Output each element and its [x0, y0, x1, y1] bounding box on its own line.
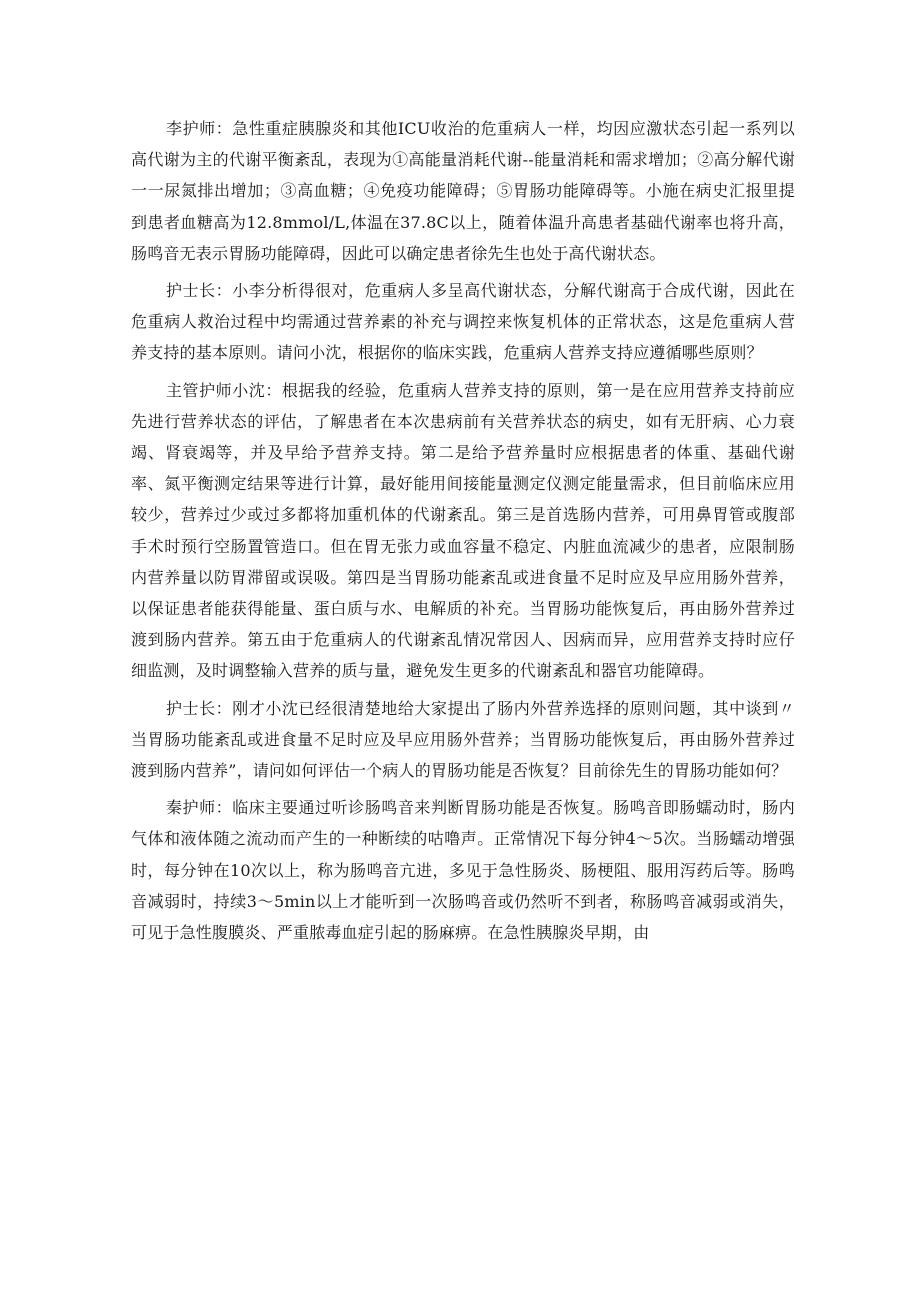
document-body: [131, 113, 795, 954]
paragraph-head-nurse-2: 护士长：刚才小沈已经很清楚地给大家提出了肠内外营养选择的原则问题，其中谈到〃当胃肠功能紊乱或进食量不足时应及早应用肠外营养；当胃肠功能恢复后，再由肠外营养过渡到肠内营养”，请问如何评估一个病人的胃肠功能是否恢复？目前徐先生的胃肠功能如何？: [131, 698, 795, 781]
paragraph-li-nurse: 李护师：急性重症胰腺炎和其他ICU收治的危重病人一样，均因应激状态引起一系列以高代谢为主的代谢平衡紊乱，表现为①高能量消耗代谢--能量消耗和需求增加；②高分解代谢一一尿氮排出增加；③高血糖；④免疫功能障碍；⑤胃肠功能障碍等。小施在病史汇报里提到患者血糖高为12.8mmol∕L,体温在37.8C以上，随着体温升高患者基础代谢率也将升高，肠鸣音无表示胃肠功能障碍，因此可以确定患者徐先生也处于高代谢状态。: [131, 119, 795, 263]
paragraph-supervisor-shen: 主管护师小沈：根据我的经验，危重病人营养支持的原则，第一是在应用营养支持前应先进行营养状态的评估，了解患者在本次患病前有关营养状态的病史，如有无肝病、心力衰竭、肾衰竭等，并及早给予营养支持。第二是给予营养量时应根据患者的体重、基础代谢率、氮平衡测定结果等进行计算，最好能用间接能量测定仪测定能量需求，但目前临床应用较少，营养过少或过多都将加重机体的代谢紊乱。第三是首选肠内营养，可用鼻胃管或腹部手术时预行空肠置管造口。但在胃无张力或血容量不稳定、内脏血流减少的患者，应限制肠内营养量以防胃滞留或误吸。第四是当胃肠功能紊乱或进食量不足时应及早应用肠外营养，以保证患者能获得能量、蛋白质与水、电解质的补充。当胃肠功能恢复后，再由肠外营养过渡到肠内营养。第五由于危重病人的代谢紊乱情况常因人、因病而异，应用营养支持时应仔细监测，及时调整输入营养的质与量，避免发生更多的代谢紊乱和器官功能障碍。: [131, 380, 795, 681]
paragraph-head-nurse-1: 护士长：小李分析得很对，危重病人多呈高代谢状态，分解代谢高于合成代谢，因此在危重病人救治过程中均需通过营养素的补充与调控来恢复机体的正常状态，这是危重病人营养支持的基本原则。请问小沈，根据你的临床实践，危重病人营养支持应遵循哪些原则？: [131, 281, 795, 363]
paragraph-qin-nurse: 秦护师：临床主要通过听诊肠鸣音来判断胃肠功能是否恢复。肠鸣音即肠蠕动时，肠内气体和液体随之流动而产生的一种断续的咕噜声。正常情况下每分钟4～5次。当肠蠕动增强时，每分钟在10次以上，称为肠鸣音亢进，多见于急性肠炎、肠梗阻、服用泻药后等。肠鸣音减弱时，持续3～5min以上才能听到一次肠鸣音或仍然听不到者，称肠鸣音减弱或消失，可见于急性腹膜炎、严重脓毒血症引起的肠麻痹。在急性胰腺炎早期，由: [131, 798, 795, 943]
